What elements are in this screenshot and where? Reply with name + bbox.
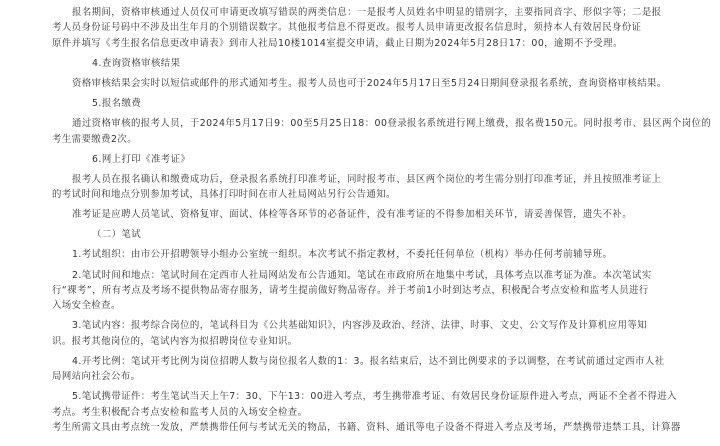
text-line: 通过资格审核的报考人员，于2024年5月17日9：00至5月25日18：00登录报名系统进行网上缴费，报名费150元。同时报考市、县区两个岗位的	[72, 118, 712, 130]
text-line: 3.笔试内容：报考综合岗位的，笔试科目为《公共基础知识》，内容涉及政治、经济、法律、时事、文史、公文写作及计算机应用等知	[72, 320, 648, 332]
paragraph	[52, 389, 700, 435]
paragraph	[52, 116, 712, 147]
text-line: 6.网上打印《准考证》	[92, 153, 191, 165]
paragraph	[52, 268, 700, 314]
section-heading	[52, 152, 700, 167]
text-line: 行“裸考”，所有考点及考场不提供物品寄存服务，请考生提前做好物品寄存。并于考前1小时到达考点，积极配合考点安检和监考人员进行	[52, 284, 649, 296]
paragraph	[52, 247, 700, 262]
text-line: 5.笔试携带证件：考生笔试当天上午7：30、下午13：00进入考点，考生携带准考证、有效居民身份证原件进入考点，两证不全者不得进入	[72, 391, 677, 403]
section-heading	[52, 96, 700, 111]
paragraph	[52, 207, 700, 222]
paragraph	[52, 318, 700, 349]
section-heading	[52, 227, 700, 242]
text-line: 资格审核结果会实时以短信或邮件的形式通知考生。报考人员也可于2024年5月17日至5月24日期间登录报名系统，查询资格审核结果。	[72, 78, 667, 89]
text-line: 局网站向社会公布。	[52, 371, 141, 383]
text-line: 1.考试组织：由市公开招聘领导小组办公室统一组织。本次考试不指定教材，不委托任何单位（机构）举办任何考前辅导班。	[72, 249, 613, 261]
text-line: 4.开考比例：笔试开考比例为岗位招聘人数与岗位报名人数的1：3。报名结束后，达不到比例要求的予以调整，在考试前通过定西市人社	[72, 355, 665, 367]
text-line: 考生需要缴费2次。	[52, 133, 138, 145]
text-line: 原件并填写《考生报名信息更改申请表》到市人社局10楼1014室提交申请，截止日期为2024年5月28日17：00，逾期不予受理。	[52, 37, 623, 49]
text-line: 考生所需文具由考点统一发放，严禁携带任何与考试无关的物品，书籍、资料、通讯等电子设备不得进入考点及考场，严禁携带违禁工具，计算器	[52, 422, 681, 434]
paragraph	[52, 76, 700, 91]
paragraph	[52, 354, 700, 385]
text-line: 准考证是应聘人员笔试、资格复审、面试、体检等各环节的必备证件，没有准考证的不得参加相关环节，请妥善保管，遗失不补。	[72, 209, 633, 221]
paragraph	[52, 5, 700, 51]
text-line: 报考人员在报名确认和缴费成功后，登录报名系统打印准考证，同时报考市、县区两个岗位的考生需分别打印准考证，并且按照准考证上	[72, 173, 662, 185]
text-line: 5.报名缴费	[92, 98, 142, 110]
document-body	[52, 5, 712, 440]
text-line: 入场安全检查。	[52, 300, 121, 312]
text-line: 考人员身份证号码中不涉及出生年月的个别错误数字。其他报考信息不得更改。报考人员申请更改报名信息时，须持本人有效居民身份证	[52, 22, 642, 34]
text-line: 报名期间，资格审核通过人员仅可申请更改填写错误的两类信息：一是报考人员姓名中明显的错别字，主要指同音字、形似字等；二是报	[72, 7, 662, 18]
paragraph	[52, 172, 700, 203]
text-line: 2.笔试时间和地点：笔试时间在定西市人社局网站发布公告通知。笔试在市政府所在地集中考试，具体考点以准考证为准。本次笔试实	[72, 269, 652, 281]
section-heading	[52, 56, 700, 71]
text-line: 考点。考生积极配合考点安检和监考人员的入场安全检查。	[52, 406, 308, 418]
text-line: 的考试时间和地点分别参加考试，具体打印时间在市人社局网站另行公告通知。	[52, 189, 396, 201]
text-line: 识。报考其他岗位的，笔试内容为拟招聘岗位专业知识。	[52, 335, 298, 347]
text-line: 4.查询资格审核结果	[92, 57, 181, 69]
text-line: （二）笔试	[92, 229, 142, 241]
